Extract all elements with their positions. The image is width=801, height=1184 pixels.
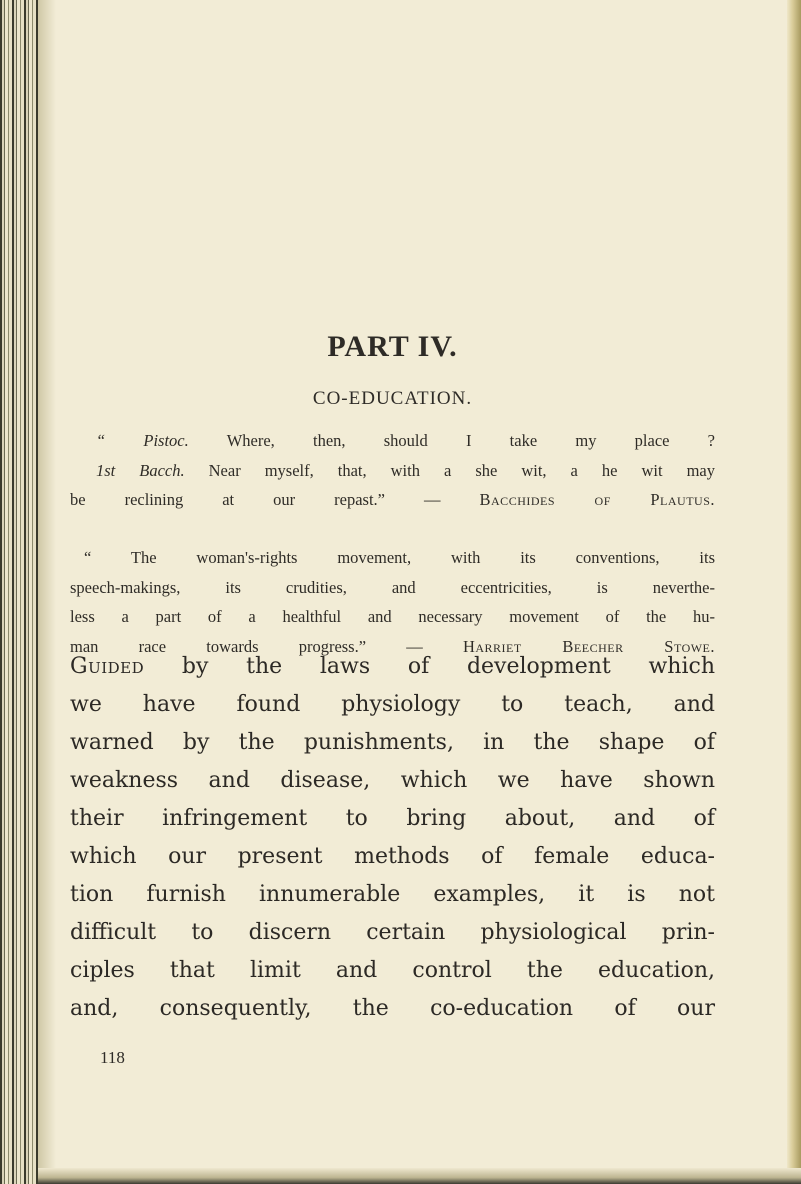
epigraph-plautus xyxy=(70,426,715,515)
opening-word: Guided xyxy=(70,654,145,679)
epigraph-line xyxy=(70,426,715,456)
page-edge-right xyxy=(787,0,801,1184)
speaker-name: “ Pistoc. xyxy=(96,431,189,450)
body-line: and, consequently, the co-education of our xyxy=(70,996,715,1021)
chapter-title: CO-EDUCATION. xyxy=(312,388,473,409)
epigraph-text: man race towards progress.” — xyxy=(70,636,423,656)
book-page xyxy=(70,0,715,1184)
book-binding xyxy=(0,0,38,1184)
body-line: we have found physiology to teach, and xyxy=(70,692,715,717)
epigraph-text: be reclining at our repast.” — xyxy=(70,490,441,509)
part-title: PART IV. xyxy=(327,330,458,363)
page-number: 118 xyxy=(100,1048,125,1067)
body-line: difficult to discern certain physiological prin- xyxy=(70,920,715,945)
body-line xyxy=(70,648,715,686)
epigraph-attribution: Bacchides of Plautus. xyxy=(479,490,716,509)
body-line: weakness and disease, which we have shown xyxy=(70,768,715,793)
speaker-name: 1st Bacch. xyxy=(96,460,185,480)
epigraph-attribution: Harriet Beecher Stowe. xyxy=(462,636,716,656)
body-paragraph xyxy=(70,648,715,1028)
epigraph-line xyxy=(70,456,715,486)
epigraph-text: Where, then, should I take my place ? xyxy=(226,431,715,450)
body-text: by the laws of development which xyxy=(181,654,715,679)
body-line: their infringement to bring about, and of xyxy=(70,806,715,831)
body-line: tion furnish innumerable examples, it is not xyxy=(70,882,715,907)
body-line: ciples that limit and control the education, xyxy=(70,958,715,983)
body-line: warned by the punishments, in the shape of xyxy=(70,730,715,755)
epigraph-line: “ The woman's-rights movement, with its conventions, its xyxy=(84,548,715,567)
epigraph-line xyxy=(70,485,715,515)
binding-shadow xyxy=(38,0,56,1184)
epigraph-line: speech-makings, its crudities, and eccentricities, is neverthe- xyxy=(70,577,715,597)
epigraph-stowe xyxy=(70,543,715,661)
body-line: which our present methods of female educa- xyxy=(70,844,715,869)
epigraph-line: less a part of a healthful and necessary movement of the hu- xyxy=(70,607,715,626)
epigraph-text: Near myself, that, with a she wit, a he wit may xyxy=(208,460,715,480)
